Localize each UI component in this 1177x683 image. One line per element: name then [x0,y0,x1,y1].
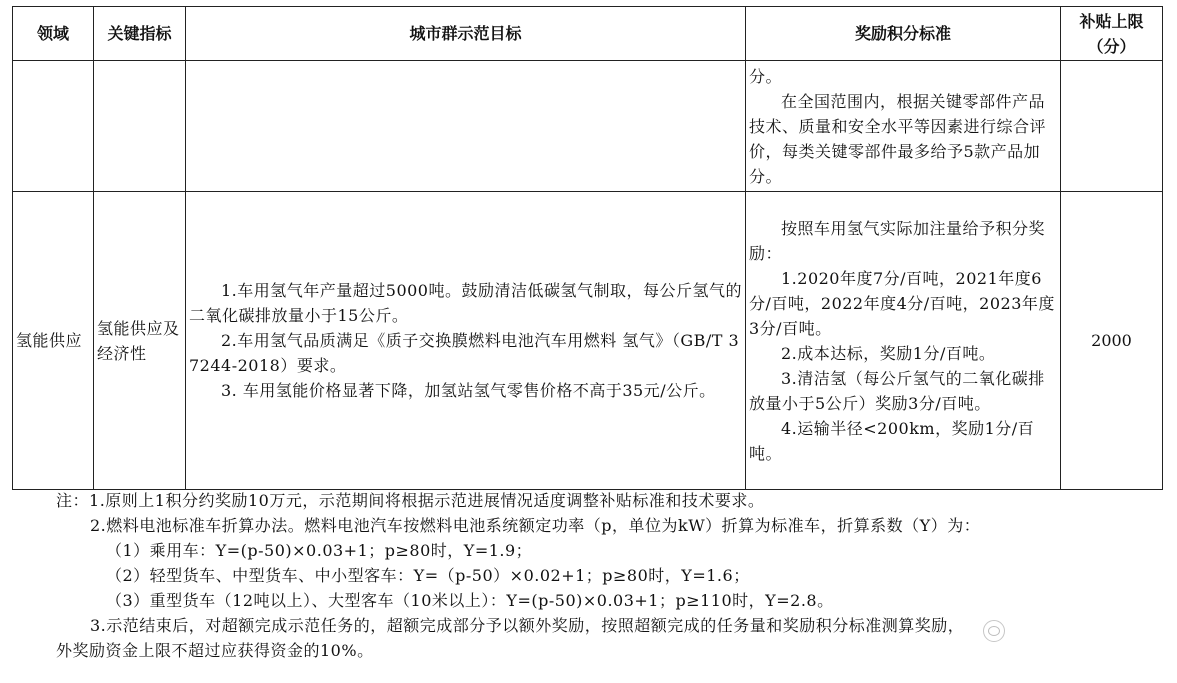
header-cap-line2: （分） [1087,36,1136,56]
target-line: 3. 车用氢能价格显著下降，加氢站氢气零售价格不高于35元/公斤。 [221,381,716,400]
table-header-row [13,7,1163,61]
policy-table [12,6,1163,490]
indicator-text: 氢能供应及经济性 [97,318,180,363]
note-2b: （2）轻型货车、中型货车、中小型客车：Y=（p-50）×0.02+1；p≥80时，Y=1.6； [106,566,750,585]
header-target: 城市群示范目标 [186,7,746,61]
standard-line: 分。 [749,66,783,86]
note-1: 1.原则上1积分约奖励10万元，示范期间将根据示范进展情况适度调整补贴标准和技术要求。 [89,491,765,510]
cell-standard [746,61,1061,192]
standard-line: 在全国范围内，根据关键零部件产品技术、质量和安全水平等因素进行综合评价，每类关键零部件最多给予5款产品加分。 [749,91,1047,186]
notes-label: 注： [56,491,90,510]
cell-target [186,61,746,192]
cell-domain [13,192,94,490]
note-2: 2.燃料电池标准车折算办法。燃料电池汽车按燃料电池系统额定功率（p，单位为kW）折算为标准车，折算系数（Y）为： [90,516,981,535]
table-row [13,61,1163,192]
cell-standard [746,192,1061,490]
header-cap-line1: 补贴上限 [1079,11,1144,31]
standard-line: 按照车用氢气实际加注量给予积分奖励： [749,218,1046,263]
table-row [13,192,1163,490]
header-cap [1061,7,1163,61]
note-2c: （3）重型货车（12吨以上）、大型客车（10米以上）：Y=(p-50)×0.03+1；p≥110时，Y=2.8。 [106,591,834,610]
target-line: 1.车用氢气年产量超过5000吨。鼓励清洁低碳氢气制取，每公斤氢气的二氧化碳排放量小于15公斤。 [189,281,742,325]
cell-indicator [94,61,186,192]
header-standard: 奖励积分标准 [746,7,1061,61]
watermark-icon [983,620,1005,642]
standard-line: 1.2020年度7分/百吨，2021年度6分/百吨，2022年度4分/百吨，2023年度3分/百吨。 [749,268,1055,338]
note-line [56,488,1166,513]
header-indicator: 关键指标 [94,7,186,61]
standard-line: 2.成本达标，奖励1分/百吨。 [781,343,996,363]
note-2a: （1）乘用车：Y=(p-50)×0.03+1；p≥80时，Y=1.9； [106,541,533,560]
header-domain: 领域 [13,7,94,61]
cell-indicator [94,192,186,490]
cell-cap: 2000 [1061,192,1163,490]
cell-cap [1061,61,1163,192]
domain-text: 氢能供应 [16,331,83,350]
standard-line: 3.清洁氢（每公斤氢气的二氧化碳排放量小于5公斤）奖励3分/百吨。 [749,368,1045,413]
cell-target [186,192,746,490]
standard-line: 4.运输半径<200km，奖励1分/百吨。 [749,418,1035,463]
cell-domain [13,61,94,192]
note-3b: 外奖励资金上限不超过应获得资金的10%。 [56,641,374,660]
note-3a: 3.示范结束后，对超额完成示范任务的，超额完成部分予以额外奖励，按照超额完成的任务量和奖励积分标准测算奖励， [90,616,965,635]
target-line: 2.车用氢气品质满足《质子交换膜燃料电池汽车用燃料 氢气》（GB/T 37244-2018）要求。 [189,331,740,375]
